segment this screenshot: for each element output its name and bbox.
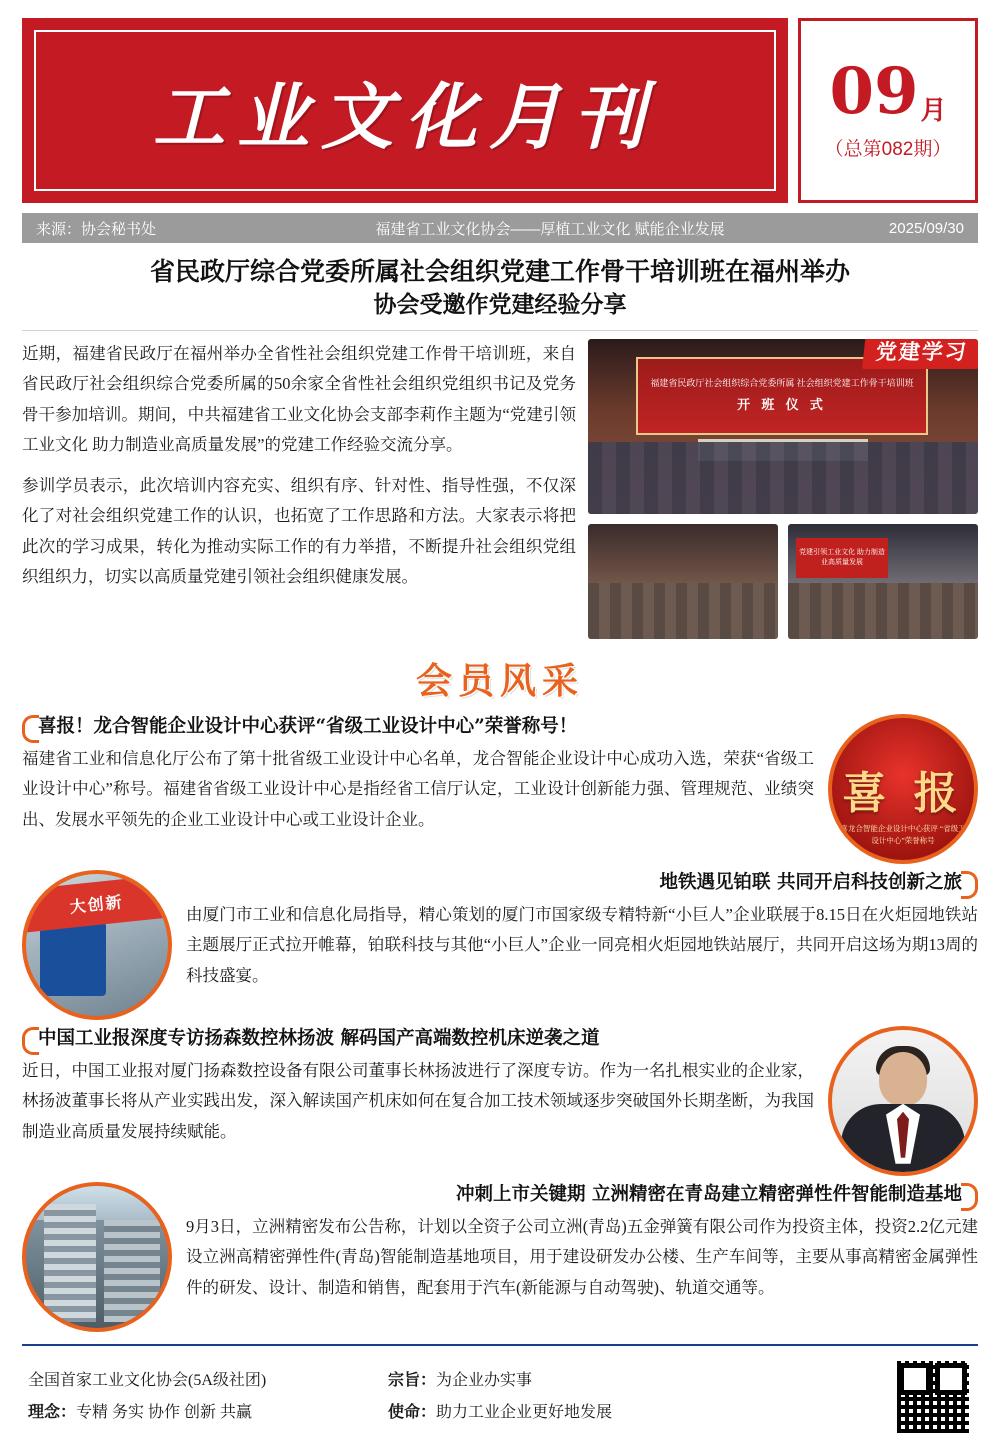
xibao-badge-photo <box>828 714 978 864</box>
member-item-3 <box>22 1026 978 1176</box>
publication-title: 工业文化月刊 <box>152 73 657 159</box>
footer-philosophy-value: 专精 务实 协作 创新 共赢 <box>76 1403 253 1421</box>
issue-suffix: 月 <box>920 96 947 126</box>
member-3-body <box>22 1026 814 1147</box>
lead-headline-line1: 省民政厅综合党委所属社会组织党建工作骨干培训班在福州举办 <box>149 257 850 286</box>
member-2-text: 由厦门市工业和信息化局指导，精心策划的厦门市国家级专精特新“小巨人”企业联展于8.15日在火炬园地铁站主题展厅正式拉开帷幕，铂联科技与其他“小巨人”企业一同亮相火炬园地铁站展厅，共同开启这场为期13周的科技盛宴。 <box>186 904 978 985</box>
building-tower-2 <box>104 1220 160 1322</box>
footer-right-column <box>388 1365 874 1429</box>
building-tower-1 <box>44 1204 96 1322</box>
info-bar-source: 来源：协会秘书处 <box>36 220 157 238</box>
footer-philosophy-label: 理念： <box>28 1403 77 1421</box>
speaker-podium-photo <box>788 524 978 639</box>
footer-left-column <box>28 1365 368 1429</box>
info-bar <box>22 213 978 243</box>
member-4-body <box>186 1182 978 1303</box>
member-2-body <box>186 870 978 991</box>
audience-rows <box>588 583 778 639</box>
section-title-member-profiles: 会员风采 <box>415 659 584 702</box>
issue-number: 09 <box>829 54 919 129</box>
stage-screen-line1: 福建省民政厅社会组织综合党委所属 社会组织党建工作骨干培训班 <box>650 378 914 389</box>
member-1-text: 福建省工业和信息化厅公布了第十批省级工业设计中心名单，龙合智能企业设计中心成功入选，荣获“省级工业设计中心”称号。福建省省级工业设计中心是指经省工信厅认定，工业设计创新能力强、管理规范、业绩突出、发展水平领先的企业工业设计中心或工业设计企业。 <box>22 748 814 829</box>
footer-purpose-label: 宗旨： <box>388 1371 437 1389</box>
footer-association-line: 全国首家工业文化协会(5A级社团) <box>28 1371 267 1389</box>
footer-purpose-value: 为企业办实事 <box>436 1371 533 1389</box>
footer-purpose-line <box>388 1365 874 1397</box>
member-3-title: 中国工业报深度专访扬森数控林扬波 解码国产高端数控机床逆袭之道 <box>22 1026 814 1052</box>
audience-seats <box>588 442 978 514</box>
portrait-head <box>879 1052 927 1106</box>
lead-headline <box>22 255 978 320</box>
member-1-body <box>22 714 814 835</box>
lead-paragraph-1: 近期，福建省民政厅在福州举办全省性社会组织党建工作骨干培训班，来自省民政厅社会组织综合党委所属的50余家全省性社会组织党组织书记及党务骨干参加培训。期间，中共福建省工业文化协会支部李莉作主题为“党建引领工业文化 助力制造业高质量发展”的党建工作经验交流分享。 <box>22 343 576 455</box>
masthead-title-border <box>34 30 776 191</box>
info-bar-date: 2025/09/30 <box>888 219 964 237</box>
lead-headline-line2: 协会受邀作党建经验分享 <box>373 290 627 318</box>
stage-screen-line2: 开 班 仪 式 <box>737 397 827 413</box>
factory-building-photo <box>22 1182 172 1332</box>
training-audience-photo <box>588 524 778 639</box>
issue-total: （总第082期） <box>824 139 952 160</box>
issue-block <box>798 18 978 203</box>
lead-article-text <box>22 339 576 639</box>
masthead-title-block <box>22 18 788 203</box>
footer-philosophy-line <box>28 1397 368 1429</box>
info-bar-slogan: 福建省工业文化协会——厚植工业文化 赋能企业发展 <box>375 220 725 238</box>
member-item-1 <box>22 714 978 864</box>
xibao-photo-caption: 喜 报 <box>842 767 964 819</box>
xibao-photo-subcaption: 恭喜龙合智能企业设计中心获评 “省级工业设计中心”荣誉称号 <box>832 824 974 845</box>
member-4-text: 9月3日，立洲精密发布公告称，计划以全资子公司立洲(青岛)五金弹簧有限公司作为投资主体，投资2.2亿元建设立洲高精密弹性件(青岛)智能制造基地项目，用于建设研发办公楼、生产车间等，主要从事高精密金属弹性件的研发、设计、制造和销售，配套用于汽车(新能源与自动驾驶)、轨道交通等。 <box>186 1216 978 1297</box>
lead-article <box>22 339 978 639</box>
masthead <box>22 18 978 203</box>
member-3-text: 近日，中国工业报对厦门扬森数控设备有限公司董事长林扬波进行了深度专访。作为一名扎根实业的企业家，林扬波董事长将从产业实践出发，深入解读国产机床如何在复合加工技术领域逐步突破国外长期垄断，为我国制造业高质量发展持续赋能。 <box>22 1060 814 1141</box>
lead-photo-group <box>588 339 978 639</box>
lead-photo-row <box>588 524 978 639</box>
metro-display-panel <box>40 922 105 996</box>
footer-mission-line <box>388 1397 874 1429</box>
member-item-2 <box>22 870 978 1020</box>
party-study-badge: 党建学习 <box>862 339 978 369</box>
issue-number-row <box>829 54 947 129</box>
member-4-title: 冲刺上市关键期 立洲精密在青岛建立精密弹性件智能制造基地 <box>186 1182 978 1208</box>
member-item-4 <box>22 1182 978 1332</box>
audience-rows-2 <box>788 583 978 639</box>
headline-divider <box>22 330 978 331</box>
footer-mission-label: 使命： <box>388 1403 437 1421</box>
footer <box>22 1346 978 1436</box>
metro-ribbon-text: 大创新 <box>22 874 172 933</box>
member-1-title: 喜报！龙合智能企业设计中心获评“省级工业设计中心”荣誉称号！ <box>22 714 814 740</box>
metro-exhibition-photo <box>22 870 172 1020</box>
conference-hall-photo <box>588 339 978 514</box>
podium-banner: 党建引领工业文化 助力制造业高质量发展 <box>796 538 888 578</box>
member-2-title: 地铁遇见铂联 共同开启科技创新之旅 <box>186 870 978 896</box>
footer-mission-value: 助力工业企业更好地发展 <box>436 1403 613 1421</box>
portrait-lin-yangbo-photo <box>828 1026 978 1176</box>
lead-paragraph-2: 参训学员表示，此次培训内容充实、组织有序、针对性、指导性强，不仅深化了对社会组织党建工作的认识，也拓宽了工作思路和方法。大家表示将把此次的学习成果，转化为推动实际工作的有力举措，不断提升社会组织党组织组织力，切实以高质量党建引领社会组织健康发展。 <box>22 475 576 587</box>
qr-code[interactable] <box>894 1358 972 1436</box>
